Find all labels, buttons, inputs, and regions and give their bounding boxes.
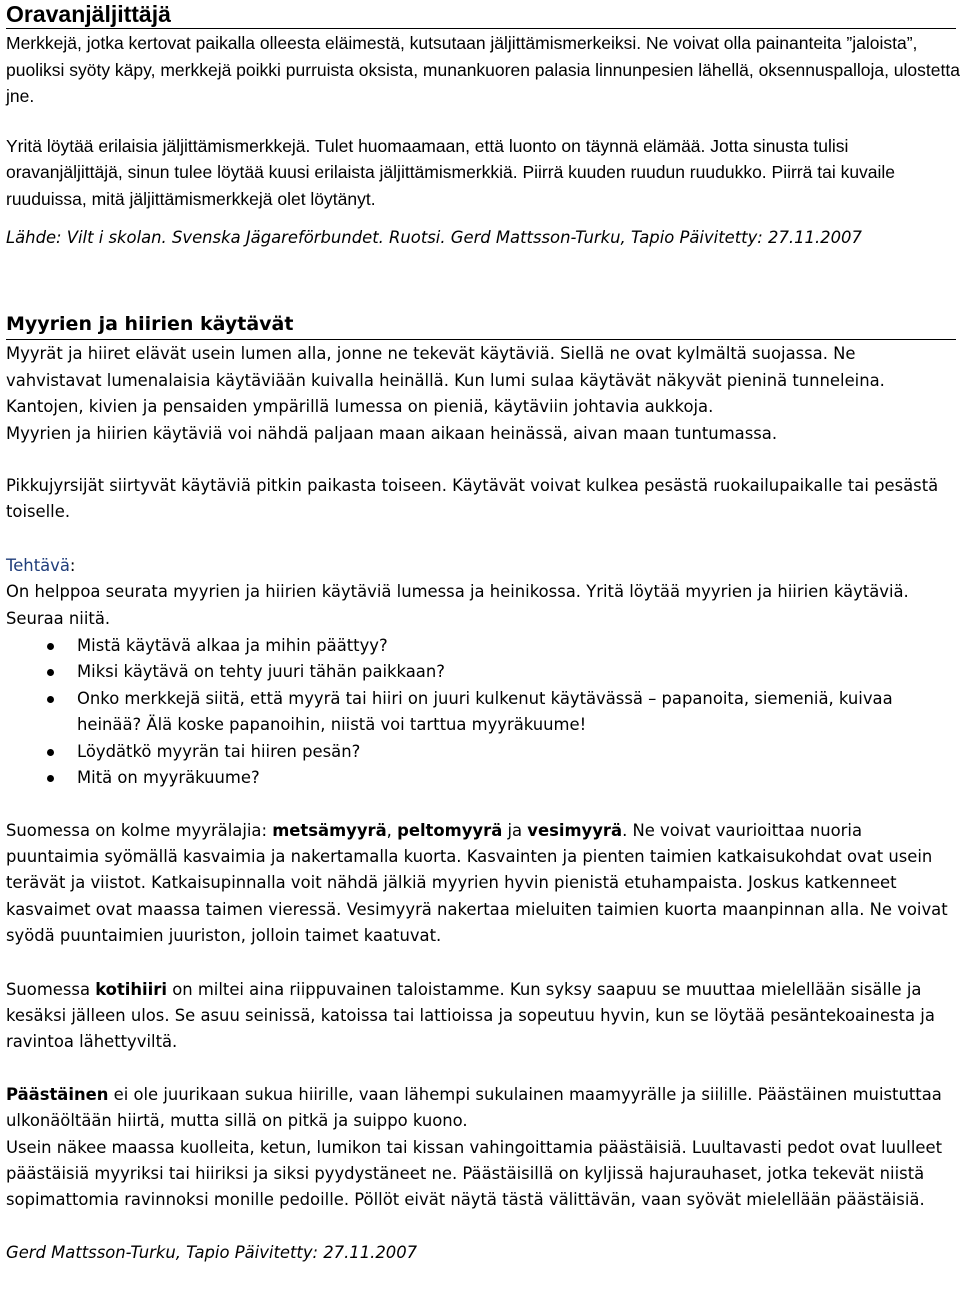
- text-run: Suomessa: [6, 979, 96, 999]
- footer-author: Gerd Mattsson-Turku, Tapio Päivitetty: 27.11.2007: [6, 1242, 418, 1262]
- intro-line: Myyrien ja hiirien käytäviä voi nähdä paljaan maan aikaan heinässä, aivan maan tuntumassa.: [6, 423, 778, 443]
- species-vesimyyra: vesimyyrä: [527, 820, 623, 840]
- rodent-movement-paragraph: Pikkujyrsijät siirtyvät käytäviä pitkin paikasta toiseen. Käytävät voivat kulkea pesästä ruokailupaikalle tai pesästä toiselle.: [6, 476, 939, 522]
- question-item: Mistä käytävä alkaa ja mihin päättyy?: [6, 633, 960, 659]
- intro-line: vahvistavat lumenalaisia käytäviään kuivalla heinällä. Kun lumi sulaa käytävät näkyvät pieninä tunneleina.: [6, 370, 885, 390]
- question-item: Löydätkö myyrän tai hiiren pesän?: [6, 739, 960, 765]
- species-kotihiiri: kotihiiri: [95, 979, 167, 999]
- document-page: [6, 0, 960, 1266]
- task-label: Tehtävä: [6, 555, 70, 575]
- question-item: Mitä on myyräkuume?: [6, 765, 960, 791]
- vole-intro-block: [6, 341, 960, 447]
- house-mouse-paragraph: [6, 977, 960, 1056]
- text-run: ,: [386, 820, 398, 840]
- question-item: Onko merkkejä siitä, että myyrä tai hiiri on juuri kulkenut käytävässä – papanoita, siemeniä, kuivaa heinää? Älä koske papanoihin, niistä voi tarttua myyräkuume!: [6, 686, 960, 739]
- question-list: [6, 633, 960, 791]
- intro-line: Kantojen, kivien ja pensaiden ympärillä lumessa on pieniä, käytäviin johtavia aukkoja.: [6, 397, 714, 417]
- question-item: Miksi käytävä on tehty juuri tähän paikkaan?: [6, 659, 960, 685]
- intro-line: Myyrät ja hiiret elävät usein lumen alla, jonne ne tekevät käytäviä. Siellä ne ovat kylmältä suojassa. Ne: [6, 344, 856, 364]
- section-title-vole-tunnels: Myyrien ja hiirien käytävät: [6, 309, 956, 340]
- text-run: on miltei aina riippuvainen taloistamme. Kun syksy saapuu se muuttaa mielellään sisälle ja kesäksi jälleen ulos. Se asuu seinissä, katoissa tai lattioissa ja sopeutuu hyvin, kun se löytää pesäntekoainesta ja ravintoa lähettyviltä.: [6, 979, 935, 1052]
- text-run: ei ole juurikaan sukua hiirille, vaan lähempi sukulainen maamyyrälle ja siilille. Päästäinen muistuttaa ulkonäöltään hiirtä, mutta sillä on pitkä ja suippo kuono.: [6, 1084, 942, 1131]
- task-instructions-paragraph: Yritä löytää erilaisia jäljittämismerkkejä. Tulet huomaamaan, että luonto on täynnä elämää. Jotta sinusta tulisi oravanjäljittäjä, sinun tulee löytää kuusi erilaista jäljittämismerkkiä. Piirrä kuuden ruudun ruudukko. Piirrä tai kuvaile ruuduissa, mitä jäljittämismerkkejä olet löytänyt.: [6, 135, 896, 209]
- task-colon: :: [69, 555, 76, 575]
- text-run: ja: [502, 820, 528, 840]
- shrew-predators-paragraph: Usein näkee maassa kuolleita, ketun, lumikon tai kissan vahingoittamia päästäisiä. Luultavasti pedot ovat luulleet päästäisiä myyriksi tai hiiriksi ja siksi pyydystäneet ne. Päästäisillä on kyljissä hajurauhaset, jotka tekevät niistä sopimattomia ravinnoksi monille pedoille. Pöllöt eivät näytä tästä välittävän, vaan syövät mielellään päästäisiä.: [6, 1137, 942, 1210]
- shrew-paragraph: [6, 1082, 960, 1135]
- section-title-squirrel-tracker: Oravanjäljittäjä: [6, 0, 956, 29]
- source-citation: Lähde: Vilt i skolan. Svenska Jägareförbundet. Ruotsi. Gerd Mattsson-Turku, Tapio Päivitetty: 27.11.2007: [6, 228, 862, 247]
- task-heading: [6, 553, 960, 579]
- text-run: . Ne voivat vaurioittaa nuoria puuntaimia syömällä kasvaimia ja nakertamalla kuorta. Kasvainten ja pienten taimien katkaisukohdat ovat usein terävät ja viistot. Katkaisupinnalla voit nähdä jälkiä myyrien hyvin pienistä etuhampaista. Joskus katkenneet kasvaimet ovat maassa taimen vieressä. Vesimyyrä nakertaa mieluiten taimien kuorta maanpinnan alla. Ne voivat syödä puuntaimien juuriston, jolloin taimet kaatuvat.: [6, 820, 948, 946]
- tracking-signs-paragraph: Merkkejä, jotka kertovat paikalla olleesta eläimestä, kutsutaan jäljittämismerkeiksi. Ne voivat olla painanteita ”jaloista”, puoliksi syöty käpy, merkkejä poikki purruista oksista, munankuoren palasia linnunpesien lähellä, oksennuspalloja, ulostetta jne.: [6, 33, 960, 106]
- text-run: Suomessa on kolme myyrälajia:: [6, 820, 273, 840]
- species-peltomyyra: peltomyyrä: [397, 820, 503, 840]
- species-paastainen: Päästäinen: [6, 1084, 109, 1104]
- species-metsamyyra: metsämyyrä: [272, 820, 387, 840]
- task-text: On helppoa seurata myyrien ja hiirien käytäviä lumessa ja heinikossa. Yritä löytää myyrien ja hiirien käytäviä. Seuraa niitä.: [6, 582, 909, 628]
- vole-species-paragraph: [6, 818, 960, 950]
